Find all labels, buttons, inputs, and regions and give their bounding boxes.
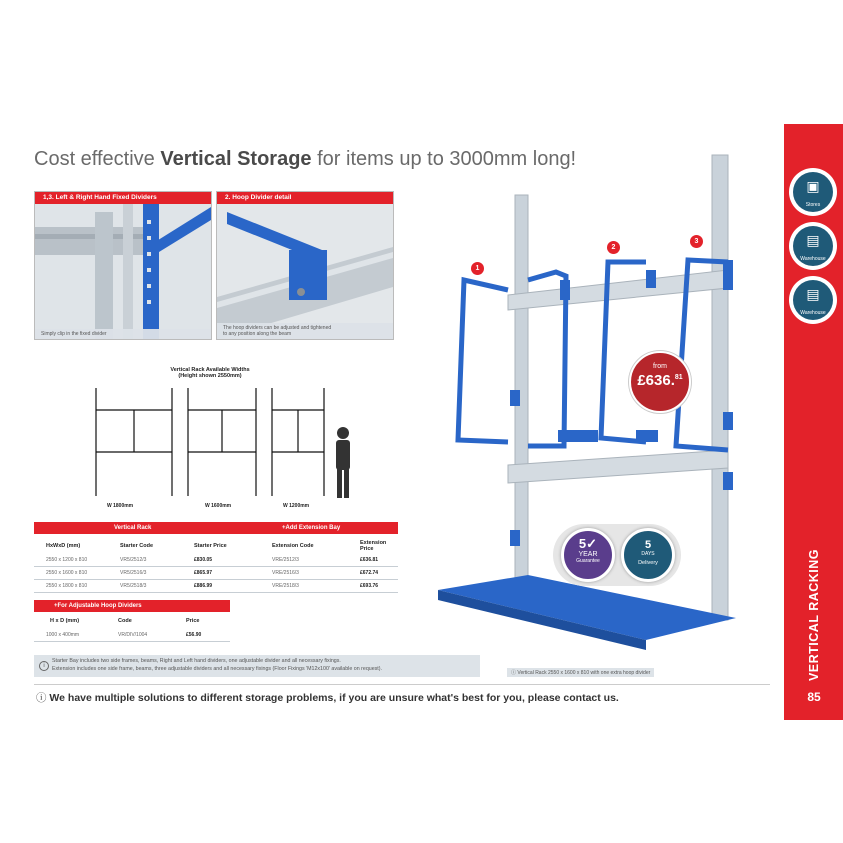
width-label: W 1200mm: [283, 503, 310, 509]
table-row: 2550 x 1200 x 810 VR5/2512/3 £830.05 VRE/2512/3 £636.81: [34, 554, 398, 567]
callout-3: 3: [690, 235, 703, 248]
fixed-divider-image: [35, 192, 211, 339]
from-price-badge: from £636.81: [629, 351, 691, 413]
footer-divider: [34, 684, 770, 685]
photo-title: 1,3. Left & Right Hand Fixed Dividers: [35, 192, 211, 204]
width-label: W 1800mm: [107, 503, 134, 509]
price-table-header-bar: Vertical Rack +Add Extension Bay: [34, 522, 398, 534]
forklift-icon: ▤ Warehouse: [793, 226, 833, 266]
photo-title: 2. Hoop Divider detail: [217, 192, 393, 204]
sidebar-badge: [789, 276, 837, 324]
info-icon: ⓘ: [36, 692, 47, 704]
width-label: W 1600mm: [205, 503, 232, 509]
forklift-icon: ▤ Warehouse: [793, 280, 833, 320]
guarantee-badge: 5✓ YEAR Guarantee: [561, 528, 615, 582]
callout-2: 2: [607, 241, 620, 254]
info-icon: ⓘ: [511, 670, 517, 676]
person-silhouette-icon: [336, 427, 350, 498]
info-icon: i: [39, 661, 49, 671]
hoop-table-header: +For Adjustable Hoop Dividers: [34, 600, 230, 612]
warehouse-icon: ▣ Stores: [793, 172, 833, 212]
table-header-row: HxWxD (mm) Starter Code Starter Price Extension Code Extension Price: [46, 540, 387, 552]
photo-fixed-dividers: [34, 191, 212, 340]
starter-bay-note: i Starter Bay includes two side frames, beams, Right and Left hand dividers, one adjustable divider and all necessary fixings. Extension includes one side frame, beams, three adjustable dividers and all necessary fixings (Floor Fixings 'M12x100' available on request).: [34, 655, 480, 677]
table-row: 1000 x 400mm VR/DIV/1004 £56.90: [34, 629, 230, 642]
sidebar-badge: [789, 222, 837, 270]
table-row: 2550 x 1800 x 810 VR5/2518/3 £886.99 VRE/2518/3 £693.76: [34, 580, 398, 593]
delivery-badge: 5 DAYS Delivery: [621, 528, 675, 582]
photo-hoop-divider: [216, 191, 394, 340]
widths-diagram: [90, 388, 370, 508]
price-table: [34, 538, 398, 593]
check-icon: ✓: [586, 536, 598, 551]
table-row: 2550 x 1600 x 810 VR5/2516/3 £865.97 VRE/2516/3 £672.74: [34, 567, 398, 580]
sidebar-badge: [789, 168, 837, 216]
photo-caption: The hoop dividers can be adjusted and tightened to any position along the beam: [217, 323, 393, 339]
contact-footer: ⓘ We have multiple solutions to different storage problems, if you are unsure what's best for you, please contact us.: [36, 692, 619, 704]
photo-caption: Simply clip in the fixed divider: [35, 329, 211, 339]
page-number: 85: [807, 690, 821, 704]
hoop-divider-image: [217, 192, 393, 339]
widths-diagram-title: Vertical Rack Available Widths (Height shown 2550mm): [170, 367, 250, 379]
page-headline: Cost effective Vertical Storage for items up to 3000mm long!: [34, 148, 577, 170]
section-label: VERTICAL RACKING: [807, 548, 821, 682]
truck-icon: 5: [644, 539, 652, 551]
guarantee-delivery-badges: [553, 524, 681, 586]
callout-1: 1: [471, 262, 484, 275]
table-header-row: H x D (mm) Code Price: [50, 618, 200, 624]
rack-caption: ⓘ Vertical Rack 2550 x 1600 x 810 with one extra hoop divider: [507, 668, 654, 677]
hoop-table: [34, 613, 230, 642]
